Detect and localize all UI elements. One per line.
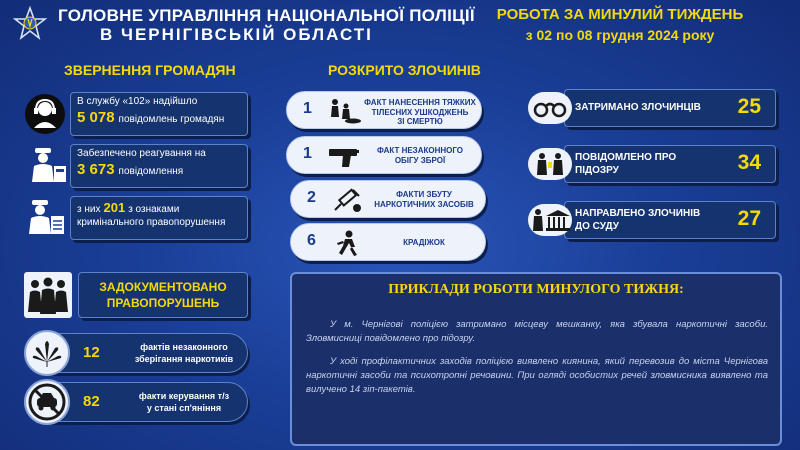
- calls-102-value: 5 078: [77, 108, 115, 126]
- thefts-value: 6: [307, 232, 316, 249]
- criminal-prefix: з них: [77, 204, 101, 215]
- week-dates: з 02 по 08 грудня 2024 року: [525, 27, 715, 43]
- drugs-storage-value: 12: [83, 344, 100, 361]
- court-value: 27: [737, 207, 761, 230]
- court-building-icon: [528, 204, 572, 236]
- citizen-card-102: [22, 92, 248, 136]
- syringe-icon: [331, 186, 365, 214]
- responses-value: 3 673: [77, 160, 115, 178]
- suspicion-value: 34: [737, 151, 761, 174]
- citizen-card-102-line2: повідомлень громадян: [118, 113, 225, 125]
- citizen-card-response-line1: Забезпечено реагування на: [77, 148, 206, 159]
- suspicion-label-line2: ПІДОЗРУ: [575, 164, 619, 176]
- weapons-value: 1: [303, 145, 312, 162]
- stat-court: [564, 201, 776, 239]
- court-label-line2: ДО СУДУ: [575, 220, 619, 232]
- police-officer-document-icon: [22, 196, 68, 240]
- assault-value: 1: [303, 100, 312, 117]
- week-title: РОБОТА ЗА МИНУЛИЙ ТИЖДЕНЬ: [496, 6, 744, 23]
- documented-title-line1: ЗАДОКУМЕНТОВАНО: [99, 280, 227, 294]
- assault-line3: ЗІ СМЕРТЮ: [397, 117, 443, 127]
- examples-title: ПРИКЛАДИ РОБОТИ МИНУЛОГО ТИЖНЯ:: [388, 282, 684, 297]
- drug-sales-line2: НАРКОТИЧНИХ ЗАСОБІВ: [374, 199, 474, 209]
- assault-line2: ТІЛЕСНИХ УШКОДЖЕНЬ: [371, 107, 469, 117]
- solved-item-drug-sales: [290, 180, 486, 218]
- detained-value: 25: [737, 95, 761, 118]
- citizen-card-criminal: [22, 196, 248, 240]
- documented-title-line2: ПРАВОПОРУШЕНЬ: [106, 296, 220, 311]
- drugs-storage-line1: фактів незаконного: [140, 342, 228, 352]
- header-title: ГОЛОВНЕ УПРАВЛІННЯ НАЦІОНАЛЬНОЇ ПОЛІЦІЇ: [58, 6, 475, 25]
- example-paragraph-1: У м. Чернігові поліцією затримано місцеву мешканку, яка збувала наркотичні засоби. Зловмисниці повідомлено про підозру.: [306, 319, 768, 344]
- drug-sales-value: 2: [307, 189, 316, 206]
- handcuffs-icon: [528, 92, 572, 124]
- stat-detained: [564, 89, 776, 127]
- citizens-title: ЗВЕРНЕННЯ ГРОМАДЯН: [64, 62, 236, 78]
- suspicion-label-line1: ПОВІДОМЛЕНО ПРО: [575, 152, 677, 163]
- assault-line1: ФАКТ НАНЕСЕННЯ ТЯЖКИХ: [364, 98, 476, 107]
- header-subtitle: В ЧЕРНІГІВСЬКІЙ ОБЛАСТІ: [100, 25, 373, 44]
- drugs-storage-line2: зберігання наркотиків: [134, 353, 234, 364]
- criminal-value: 201: [103, 200, 126, 215]
- documented-title-box: [78, 272, 248, 318]
- drunk-driving-value: 82: [83, 393, 100, 410]
- operator-headset-icon: [22, 92, 68, 136]
- citizen-card-102-line1: В службу «102» надійшло: [77, 96, 198, 107]
- citizen-card-response: [22, 144, 248, 188]
- assault-victim-icon: [327, 97, 361, 125]
- thief-running-icon: [331, 229, 365, 257]
- suspicion-notice-icon: [528, 148, 572, 180]
- solved-item-thefts: [290, 223, 486, 261]
- court-label-line1: НАПРАВЛЕНО ЗЛОЧИНІВ: [575, 208, 701, 219]
- police-emblem-icon: [12, 6, 48, 42]
- weapons-line1: ФАКТ НЕЗАКОННОГО: [376, 146, 464, 155]
- drunk-driving-line1: факти керування т/з: [138, 391, 230, 401]
- police-group-icon: [24, 272, 72, 318]
- citizen-card-criminal-line2: кримінального правопорушення: [77, 216, 226, 228]
- solved-item-weapons: [286, 136, 482, 174]
- example-paragraph-2: У ході профілактичних заходів поліцією виявлено киянина, який перевозив до міста Чернігова наркотичні засоби та психотропні речовини. При огляді особистих речей зловмисника виявлено та вилучено 14 зіп-пакетів.: [306, 356, 768, 395]
- solved-title: РОЗКРИТО ЗЛОЧИНІВ: [328, 62, 481, 78]
- solved-item-assault: [286, 91, 482, 129]
- drug-sales-line1: ФАКТИ ЗБУТУ: [396, 190, 452, 199]
- drunk-driving-line2: у стані сп'яніння: [146, 402, 222, 413]
- citizen-card-criminal-line1: з ознаками: [128, 204, 180, 215]
- pistol-icon: [327, 142, 361, 170]
- citizen-card-response-line2: повідомлення: [118, 165, 184, 177]
- no-drunk-driving-icon: [24, 379, 70, 425]
- police-officer-icon: [22, 144, 68, 188]
- weapons-line2: ОБІГУ ЗБРОЇ: [394, 155, 446, 165]
- stat-suspicion: [564, 145, 776, 183]
- thefts-line1: КРАДІЖОК: [403, 238, 445, 247]
- detained-label: ЗАТРИМАНО ЗЛОЧИНЦІВ: [575, 102, 701, 113]
- cannabis-leaf-icon: [24, 330, 70, 376]
